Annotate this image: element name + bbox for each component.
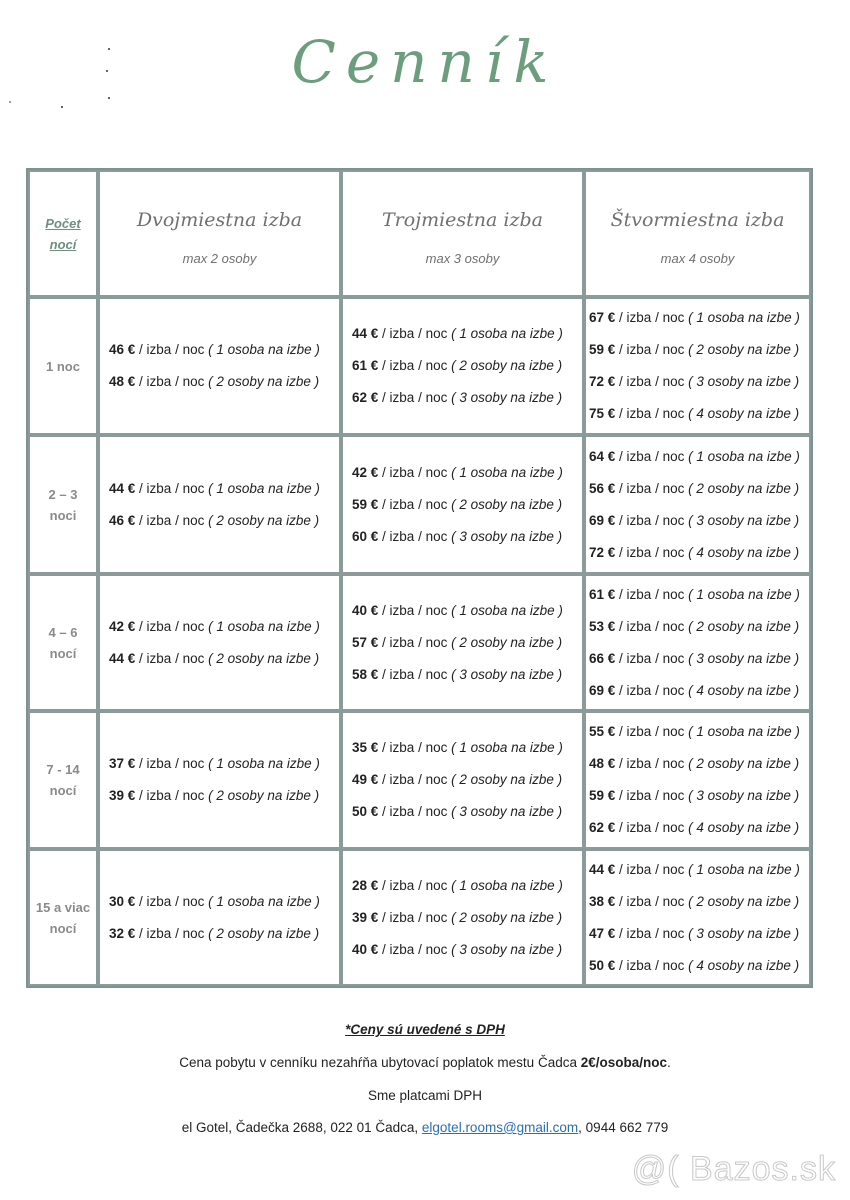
price-amount: 44: [352, 326, 368, 341]
occupancy: ( 3 osoby na izbe ): [688, 374, 800, 389]
price-cell-quad: [584, 711, 811, 849]
price-cell-double: [98, 849, 341, 986]
price-amount: 69: [589, 682, 605, 698]
room-header-triple: [341, 170, 584, 297]
price-amount: 46: [109, 342, 125, 357]
price-unit: € / izba / noc: [604, 957, 689, 973]
price-amount: 69: [589, 512, 605, 528]
price-unit: € / izba / noc: [604, 788, 689, 803]
price-amount: 57: [352, 634, 368, 650]
price-amount: 39: [109, 788, 125, 803]
price-unit: € / izba / noc: [124, 512, 209, 528]
price-cell-double: [98, 711, 341, 849]
occupancy: ( 4 osoby na izbe ): [688, 682, 800, 698]
occupancy: ( 4 osoby na izbe ): [688, 820, 800, 835]
scan-speck: [106, 70, 108, 72]
occupancy: ( 2 osoby na izbe ): [208, 512, 320, 528]
price-unit: € / izba / noc: [604, 618, 689, 634]
scan-speck: [108, 97, 110, 99]
occupancy: ( 2 osoby na izbe ): [451, 634, 563, 650]
table-row: [28, 297, 811, 435]
price-unit: € / izba / noc: [367, 528, 452, 544]
price-cell-triple: [341, 297, 584, 435]
fee-text: Cena pobytu v cenníku nezahŕňa ubytovací poplatok mestu Čadca: [179, 1055, 581, 1070]
price-line: [589, 302, 809, 334]
price-unit: € / izba / noc: [604, 374, 689, 389]
fee-amount: 2€/osoba/noc: [580, 1055, 667, 1070]
price-line: [109, 505, 339, 537]
occupancy: ( 2 osoby na izbe ): [208, 788, 320, 803]
occupancy: ( 1 osoba na izbe ): [688, 310, 800, 325]
price-unit: € / izba / noc: [367, 941, 452, 957]
price-unit: € / izba / noc: [124, 618, 209, 634]
price-line: [589, 473, 809, 505]
price-amount: 44: [109, 480, 125, 496]
price-unit: € / izba / noc: [367, 634, 452, 650]
price-line: [589, 716, 809, 748]
nights-cell: [28, 297, 98, 435]
price-unit: € / izba / noc: [367, 496, 452, 512]
price-line: [109, 918, 339, 950]
price-cell-double: [98, 435, 341, 574]
nights-cell: [28, 574, 98, 711]
page-title: Cenník: [291, 28, 559, 96]
occupancy: ( 2 osoby na izbe ): [688, 893, 800, 909]
price-unit: € / izba / noc: [367, 602, 452, 618]
vat-payer-note: Sme platcami DPH: [367, 1088, 483, 1103]
price-unit: € / izba / noc: [604, 448, 689, 464]
occupancy: ( 3 osoby na izbe ): [688, 925, 800, 941]
occupancy: ( 1 osoba na izbe ): [688, 724, 800, 739]
price-line: [589, 579, 809, 611]
occupancy: ( 2 osoby na izbe ): [451, 496, 563, 512]
price-line: [352, 732, 582, 764]
scan-speck: [108, 48, 110, 50]
nights-label: 1 noc: [46, 358, 80, 374]
price-amount: 56: [589, 480, 605, 496]
table-row: [28, 711, 811, 849]
price-amount: 38: [589, 893, 605, 909]
price-unit: € / izba / noc: [604, 512, 689, 528]
nights-label: 2 – 3: [48, 486, 78, 502]
price-line: [109, 334, 339, 366]
occupancy: ( 3 osoby na izbe ): [451, 528, 563, 544]
price-line: [352, 902, 582, 934]
price-amount: 32: [109, 925, 125, 941]
price-unit: € / izba / noc: [124, 788, 209, 803]
price-amount: 44: [109, 650, 125, 666]
price-unit: € / izba / noc: [124, 925, 209, 941]
occupancy: ( 1 osoba na izbe ): [451, 464, 563, 480]
price-amount: 55: [589, 724, 605, 739]
phone: , 0944 662 779: [578, 1120, 669, 1135]
occupancy: ( 1 osoba na izbe ): [451, 740, 563, 755]
price-line: [589, 643, 809, 675]
nights-label: nocí: [49, 645, 77, 661]
occupancy: ( 2 osoby na izbe ): [451, 772, 563, 787]
price-amount: 30: [109, 893, 125, 909]
price-unit: € / izba / noc: [604, 682, 689, 698]
occupancy: ( 3 osoby na izbe ): [451, 666, 563, 682]
room-name: Dvojmiestna izba: [136, 209, 303, 231]
price-table: [26, 168, 813, 988]
price-line: [589, 812, 809, 844]
price-line: [589, 950, 809, 982]
price-amount: 59: [352, 496, 368, 512]
occupancy: ( 3 osoby na izbe ): [451, 804, 563, 819]
price-unit: € / izba / noc: [604, 756, 689, 771]
occupancy: ( 1 osoba na izbe ): [208, 342, 320, 357]
price-unit: € / izba / noc: [604, 925, 689, 941]
fee-end: .: [667, 1055, 671, 1070]
price-amount: 60: [352, 528, 368, 544]
occupancy: ( 1 osoba na izbe ): [688, 448, 800, 464]
nights-header-cell: [28, 170, 98, 297]
price-amount: 42: [109, 618, 125, 634]
price-cell-quad: [584, 849, 811, 986]
price-amount: 28: [352, 877, 368, 893]
nights-label: 15 a viac: [35, 899, 91, 915]
occupancy: ( 1 osoba na izbe ): [451, 877, 563, 893]
price-amount: 58: [352, 666, 368, 682]
price-line: [352, 382, 582, 414]
price-unit: € / izba / noc: [124, 650, 209, 666]
price-unit: € / izba / noc: [367, 772, 452, 787]
price-amount: 40: [352, 941, 368, 957]
price-line: [589, 780, 809, 812]
occupancy: ( 2 osoby na izbe ): [688, 342, 800, 357]
price-line: [589, 748, 809, 780]
occupancy: ( 4 osoby na izbe ): [688, 957, 800, 973]
room-header-double: [98, 170, 341, 297]
price-line: [352, 595, 582, 627]
price-unit: € / izba / noc: [124, 374, 209, 389]
price-line: [109, 473, 339, 505]
nights-header-line1: Počet: [45, 215, 81, 231]
price-amount: 50: [352, 804, 368, 819]
price-line: [352, 627, 582, 659]
price-unit: € / izba / noc: [367, 464, 452, 480]
occupancy: ( 4 osoby na izbe ): [688, 406, 800, 421]
price-unit: € / izba / noc: [604, 406, 689, 421]
occupancy: ( 2 osoby na izbe ): [451, 909, 563, 925]
occupancy: ( 1 osoba na izbe ): [451, 326, 563, 341]
scan-speck: [9, 101, 11, 103]
occupancy: ( 1 osoba na izbe ): [208, 480, 320, 496]
price-unit: € / izba / noc: [367, 358, 452, 373]
price-line: [589, 398, 809, 430]
price-line: [589, 886, 809, 918]
nights-label: noci: [49, 507, 77, 523]
price-cell-double: [98, 574, 341, 711]
price-cell-quad: [584, 435, 811, 574]
price-amount: 35: [352, 740, 368, 755]
price-amount: 49: [352, 772, 368, 787]
price-amount: 72: [589, 544, 605, 560]
occupancy: ( 3 osoby na izbe ): [688, 650, 800, 666]
price-line: [352, 659, 582, 691]
table-header-row: [28, 170, 811, 297]
nights-cell: [28, 435, 98, 574]
price-amount: 72: [589, 374, 605, 389]
price-amount: 47: [589, 925, 605, 941]
price-amount: 48: [109, 374, 125, 389]
price-cell-quad: [584, 574, 811, 711]
price-amount: 66: [589, 650, 605, 666]
price-line: [589, 918, 809, 950]
price-unit: € / izba / noc: [604, 310, 689, 325]
price-unit: € / izba / noc: [604, 544, 689, 560]
city-fee-note: [0, 1055, 850, 1070]
price-line: [352, 521, 582, 553]
room-header-quad: [584, 170, 811, 297]
price-line: [109, 886, 339, 918]
table-row: [28, 435, 811, 574]
price-amount: 61: [589, 586, 605, 602]
table-row: [28, 849, 811, 986]
price-line: [352, 870, 582, 902]
price-amount: 39: [352, 909, 368, 925]
price-line: [352, 764, 582, 796]
price-line: [352, 934, 582, 966]
price-line: [109, 780, 339, 812]
price-unit: € / izba / noc: [604, 724, 689, 739]
price-unit: € / izba / noc: [367, 326, 452, 341]
price-amount: 42: [352, 464, 368, 480]
price-line: [352, 350, 582, 382]
price-unit: € / izba / noc: [604, 650, 689, 666]
occupancy: ( 2 osoby na izbe ): [208, 374, 320, 389]
nights-cell: [28, 849, 98, 986]
price-unit: € / izba / noc: [367, 740, 452, 755]
table-row: [28, 574, 811, 711]
occupancy: ( 1 osoba na izbe ): [208, 756, 320, 771]
price-amount: 37: [109, 756, 125, 771]
price-unit: € / izba / noc: [367, 909, 452, 925]
bazos-watermark: @( Bazos.sk: [631, 1150, 836, 1188]
price-line: [589, 537, 809, 569]
price-line: [109, 611, 339, 643]
occupancy: ( 3 osoby na izbe ): [688, 788, 800, 803]
price-unit: € / izba / noc: [124, 480, 209, 496]
price-cell-triple: [341, 435, 584, 574]
room-name: Štvormiestna izba: [610, 209, 785, 231]
price-amount: 61: [352, 358, 368, 373]
price-unit: € / izba / noc: [367, 666, 452, 682]
room-capacity: max 3 osoby: [425, 251, 500, 266]
price-line: [109, 643, 339, 675]
occupancy: ( 1 osoba na izbe ): [208, 618, 320, 634]
occupancy: ( 1 osoba na izbe ): [208, 893, 320, 909]
price-amount: 48: [589, 756, 605, 771]
price-unit: € / izba / noc: [367, 390, 452, 405]
price-unit: € / izba / noc: [604, 893, 689, 909]
price-line: [589, 611, 809, 643]
price-cell-double: [98, 297, 341, 435]
scan-speck: [61, 106, 63, 108]
occupancy: ( 1 osoba na izbe ): [688, 586, 800, 602]
room-capacity: max 4 osoby: [660, 251, 735, 266]
price-cell-quad: [584, 297, 811, 435]
occupancy: ( 3 osoby na izbe ): [451, 390, 563, 405]
occupancy: ( 1 osoba na izbe ): [688, 861, 800, 877]
price-amount: 75: [589, 406, 605, 421]
price-amount: 59: [589, 342, 605, 357]
price-amount: 64: [589, 448, 605, 464]
price-line: [589, 505, 809, 537]
price-line: [589, 334, 809, 366]
contact-line: [0, 1120, 850, 1135]
nights-label: 7 - 14: [46, 762, 80, 777]
price-line: [589, 441, 809, 473]
nights-header-line2: nocí: [49, 236, 77, 252]
price-line: [352, 796, 582, 828]
price-line: [352, 489, 582, 521]
price-amount: 53: [589, 618, 605, 634]
occupancy: ( 2 osoby na izbe ): [208, 925, 320, 941]
price-unit: € / izba / noc: [604, 342, 689, 357]
price-amount: 62: [589, 820, 605, 835]
occupancy: ( 1 osoba na izbe ): [451, 602, 563, 618]
occupancy: ( 2 osoby na izbe ): [208, 650, 320, 666]
price-amount: 50: [589, 957, 605, 973]
price-line: [589, 366, 809, 398]
nights-label: nocí: [49, 920, 77, 936]
price-cell-triple: [341, 711, 584, 849]
vat-note: *Ceny sú uvedené s DPH: [345, 1022, 505, 1037]
room-name: Trojmiestna izba: [382, 209, 543, 231]
email-link[interactable]: elgotel.rooms@gmail.com: [421, 1120, 579, 1135]
price-unit: € / izba / noc: [124, 342, 209, 357]
price-unit: € / izba / noc: [124, 756, 209, 771]
price-unit: € / izba / noc: [367, 804, 452, 819]
nights-label: 4 – 6: [48, 624, 78, 640]
price-unit: € / izba / noc: [367, 877, 452, 893]
occupancy: ( 2 osoby na izbe ): [688, 618, 800, 634]
price-unit: € / izba / noc: [124, 893, 209, 909]
nights-label: nocí: [49, 783, 77, 798]
price-cell-triple: [341, 574, 584, 711]
price-line: [109, 366, 339, 398]
occupancy: ( 4 osoby na izbe ): [688, 544, 800, 560]
nights-cell: [28, 711, 98, 849]
price-unit: € / izba / noc: [604, 820, 689, 835]
price-amount: 59: [589, 788, 605, 803]
occupancy: ( 2 osoby na izbe ): [451, 358, 563, 373]
price-unit: € / izba / noc: [604, 861, 689, 877]
price-line: [589, 854, 809, 886]
price-line: [109, 748, 339, 780]
price-amount: 40: [352, 602, 368, 618]
occupancy: ( 3 osoby na izbe ): [451, 941, 563, 957]
occupancy: ( 3 osoby na izbe ): [688, 512, 800, 528]
occupancy: ( 2 osoby na izbe ): [688, 756, 800, 771]
price-amount: 44: [589, 861, 605, 877]
price-cell-triple: [341, 849, 584, 986]
price-unit: € / izba / noc: [604, 480, 689, 496]
occupancy: ( 2 osoby na izbe ): [688, 480, 800, 496]
price-amount: 67: [589, 310, 605, 325]
price-unit: € / izba / noc: [604, 586, 689, 602]
price-amount: 46: [109, 512, 125, 528]
price-amount: 62: [352, 390, 368, 405]
price-line: [352, 457, 582, 489]
price-line: [352, 318, 582, 350]
room-capacity: max 2 osoby: [182, 251, 257, 266]
price-line: [589, 675, 809, 707]
address: el Gotel, Čadečka 2688, 022 01 Čadca,: [181, 1120, 422, 1135]
